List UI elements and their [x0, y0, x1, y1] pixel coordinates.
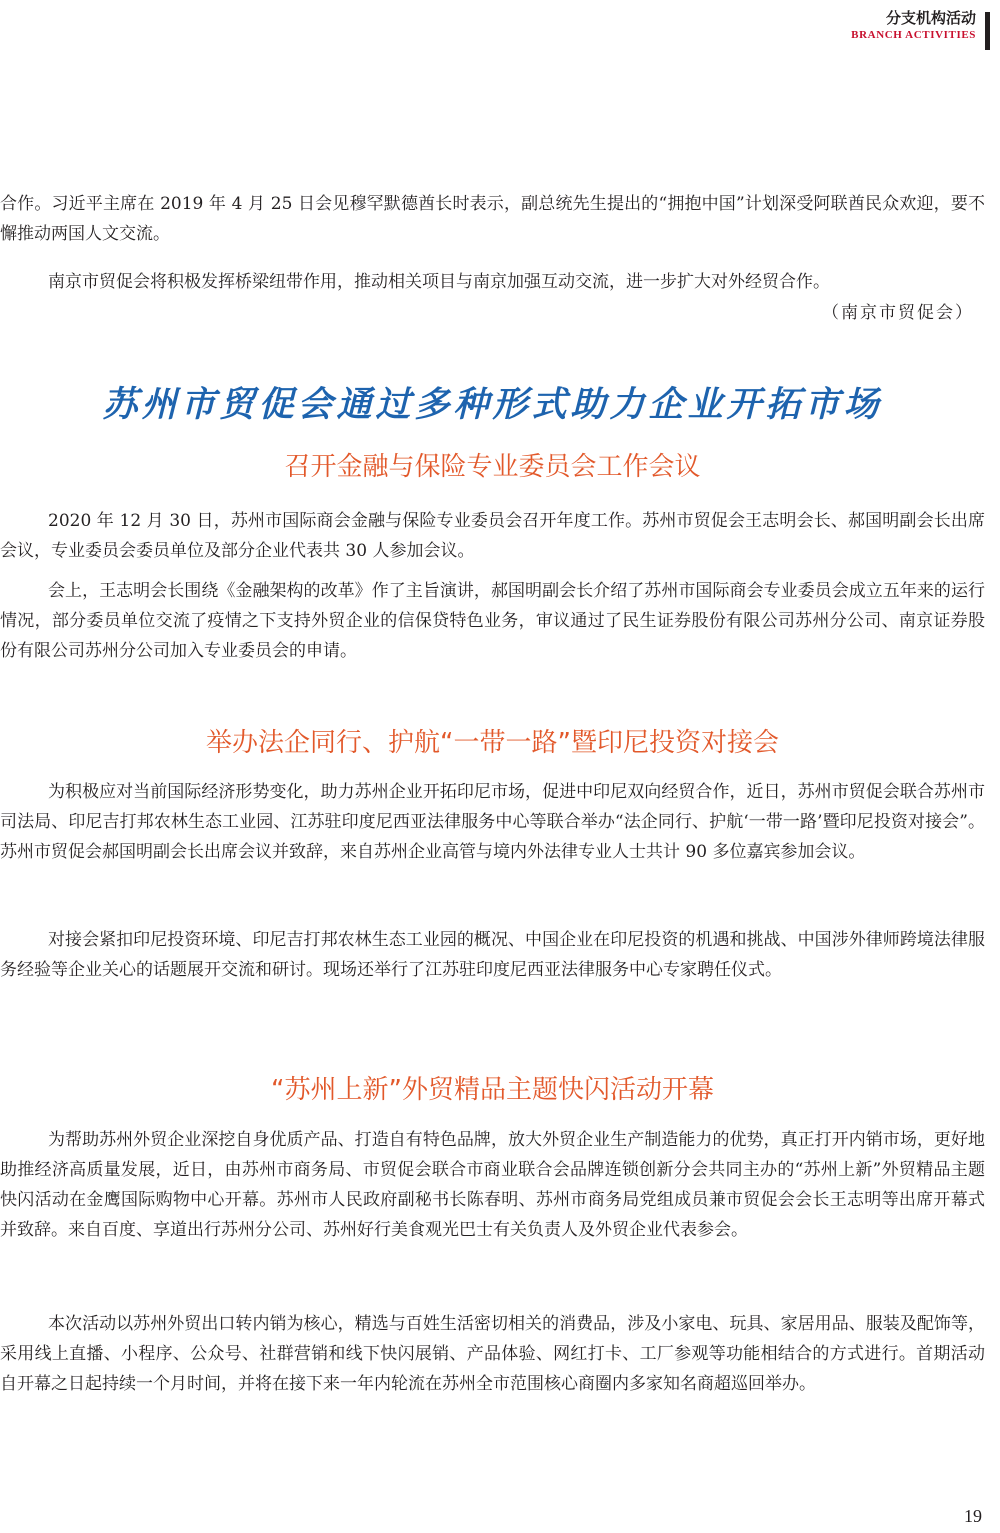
intro-paragraph-2: 南京市贸促会将积极发挥桥梁纽带作用，推动相关项目与南京加强互动交流，进一步扩大对外经贸合作。 — [48, 272, 830, 292]
section-label-en: BRANCH ACTIVITIES — [851, 29, 976, 41]
section-1-paragraph-1: 2020 年 12 月 30 日，苏州市国际商会金融与保险专业委员会召开年度工作。苏州市贸促会王志明会长、郝国明副会长出席会议，专业委员会委员单位及部分企业代表共 30 人参加会议。 — [0, 511, 985, 561]
section-3-paragraph-2: 本次活动以苏州外贸出口转内销为核心，精选与百姓生活密切相关的消费品，涉及小家电、玩具、家居用品、服装及配饰等，采用线上直播、小程序、公众号、社群营销和线下快闪展销、产品体验、网红打卡、工厂参观等功能相结合的方式进行。首期活动自开幕之日起持续一个月时间，并将在接下来一年内轮流在苏州全市范围核心商圈内多家知名商超巡回举办。 — [0, 1314, 985, 1394]
section-2-paragraph-1: 为积极应对当前国际经济形势变化，助力苏州企业开拓印尼市场，促进中印尼双向经贸合作，近日，苏州市贸促会联合苏州市司法局、印尼吉打邦农林生态工业园、江苏驻印度尼西亚法律服务中心等联合举办“法企同行、护航‘一带一路’暨印尼投资对接会”。苏州市贸促会郝国明副会长出席会议并致辞，来自苏州企业高管与境内外法律专业人士共计 90 多位嘉宾参加会议。 — [0, 782, 985, 862]
article-title: 苏州市贸促会通过多种形式助力企业开拓市场 — [102, 384, 883, 425]
page-number: 19 — [964, 1506, 982, 1526]
section-heading-2: 举办法企同行、护航“一带一路”暨印尼投资对接会 — [206, 728, 779, 758]
section-heading-1: 召开金融与保险专业委员会工作会议 — [284, 452, 701, 482]
source-credit: （南京市贸促会） — [822, 303, 974, 323]
page-header — [851, 8, 976, 42]
section-heading-3: “苏州上新”外贸精品主题快闪活动开幕 — [271, 1075, 714, 1105]
section-2-paragraph-2: 对接会紧扣印尼投资环境、印尼吉打邦农林生态工业园的概况、中国企业在印尼投资的机遇和挑战、中国涉外律师跨境法律服务经验等企业关心的话题展开交流和研讨。现场还举行了江苏驻印度尼西亚法律服务中心专家聘任仪式。 — [0, 930, 985, 980]
section-1-paragraph-2: 会上，王志明会长围绕《金融架构的改革》作了主旨演讲，郝国明副会长介绍了苏州市国际商会专业委员会成立五年来的运行情况，部分委员单位交流了疫情之下支持外贸企业的信保贷特色业务，审议通过了民生证券股份有限公司苏州分公司、南京证券股份有限公司苏州分公司加入专业委员会的申请。 — [0, 581, 985, 661]
section-label: 分支机构活动 — [885, 9, 976, 27]
section-3-paragraph-1: 为帮助苏州外贸企业深挖自身优质产品、打造自有特色品牌，放大外贸企业生产制造能力的优势，真正打开内销市场，更好地助推经济高质量发展，近日，由苏州市商务局、市贸促会联合市商业联合会品牌连锁创新分会共同主办的“苏州上新”外贸精品主题快闪活动在金鹰国际购物中心开幕。苏州市人民政府副秘书长陈春明、苏州市商务局党组成员兼市贸促会会长王志明等出席开幕式并致辞。来自百度、享道出行苏州分公司、苏州好行美食观光巴士有关负责人及外贸企业代表参会。 — [0, 1130, 985, 1240]
header-bar — [985, 12, 990, 50]
intro-paragraph-1: 合作。习近平主席在 2019 年 4 月 25 日会见穆罕默德酋长时表示，副总统先生提出的“拥抱中国”计划深受阿联酋民众欢迎，要不懈推动两国人文交流。 — [0, 194, 985, 244]
